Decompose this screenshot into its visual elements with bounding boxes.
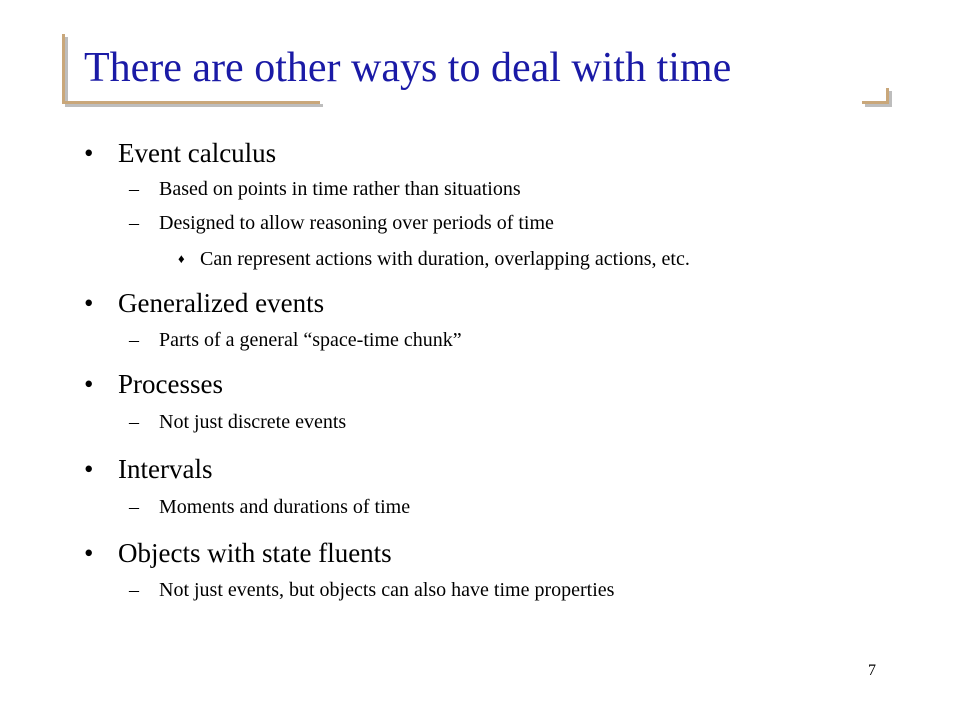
dash-icon: – xyxy=(129,496,139,518)
bullet-item xyxy=(84,288,324,319)
bullet-dot-icon: • xyxy=(84,538,94,568)
dash-icon: – xyxy=(129,579,139,601)
bullet-item xyxy=(84,538,392,569)
dash-icon: – xyxy=(129,411,139,433)
page-number: 7 xyxy=(868,662,876,679)
bullet-dot-icon: • xyxy=(84,138,94,168)
sub-bullet-text: Parts of a general “space-time chunk” xyxy=(159,329,462,351)
sub-bullet-item xyxy=(129,411,346,434)
bullet-text: Objects with state fluents xyxy=(118,538,392,568)
sub-bullet-item xyxy=(129,496,410,519)
sub-bullet-item xyxy=(129,329,462,352)
sub-bullet-item xyxy=(129,178,521,201)
sub-bullet-text: Not just events, but objects can also have time properties xyxy=(159,579,615,601)
bullet-item xyxy=(84,454,212,485)
sub-bullet-text: Not just discrete events xyxy=(159,411,347,433)
sub-bullet-text: Designed to allow reasoning over periods of time xyxy=(159,212,554,234)
dash-icon: – xyxy=(129,329,139,351)
bullet-text: Generalized events xyxy=(118,288,325,318)
slide-title: There are other ways to deal with time xyxy=(84,45,732,91)
bullet-item xyxy=(84,369,223,400)
sub-sub-bullet-item xyxy=(178,248,690,271)
sub-bullet-item xyxy=(129,579,614,602)
bullet-text: Processes xyxy=(118,369,223,399)
bullet-dot-icon: • xyxy=(84,454,94,484)
diamond-bullet-icon: ♦ xyxy=(178,251,185,266)
dash-icon: – xyxy=(129,212,139,234)
bullet-item xyxy=(84,138,276,169)
bullet-dot-icon: • xyxy=(84,288,94,318)
sub-bullet-item xyxy=(129,212,554,235)
sub-bullet-text: Moments and durations of time xyxy=(159,496,411,518)
bullet-text: Intervals xyxy=(118,454,213,484)
bullet-text: Event calculus xyxy=(118,138,277,168)
sub-bullet-text: Based on points in time rather than situations xyxy=(159,178,521,200)
sub-sub-bullet-text: Can represent actions with duration, overlapping actions, etc. xyxy=(200,248,690,270)
dash-icon: – xyxy=(129,178,139,200)
bullet-dot-icon: • xyxy=(84,369,94,399)
